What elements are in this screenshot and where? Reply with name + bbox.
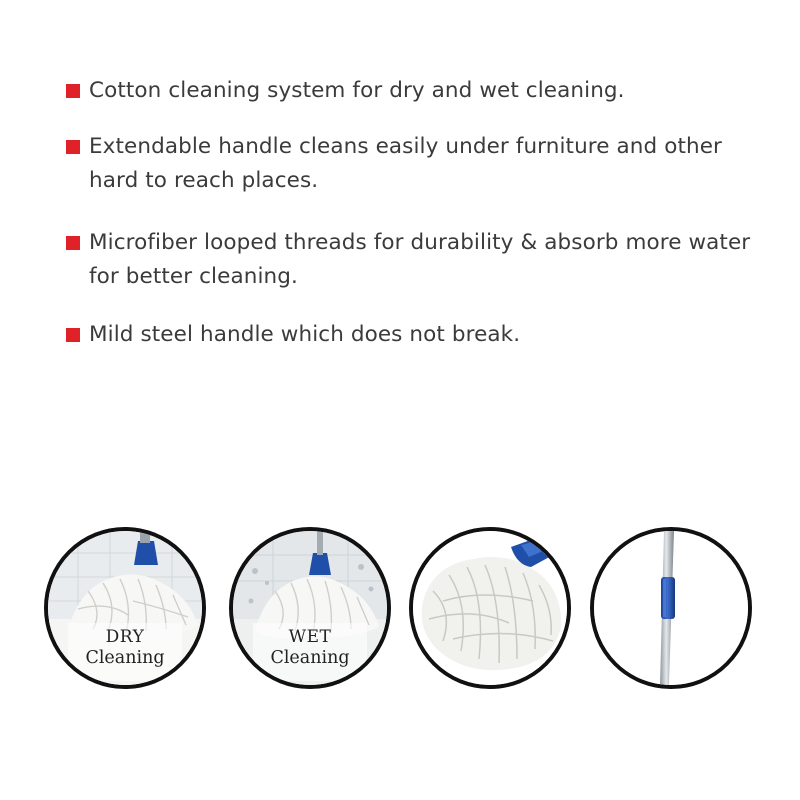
thumbnail-label-top: WET <box>288 627 332 647</box>
feature-text: Mild steel handle which does not break. <box>89 322 521 347</box>
feature-text: Cotton cleaning system for dry and wet cleaning. <box>89 78 625 103</box>
thumbnail-label-top: DRY <box>105 627 145 647</box>
handle-joint-thumbnail <box>590 527 752 689</box>
feature-item <box>66 226 766 294</box>
dry-cleaning-thumbnail <box>44 527 206 689</box>
handle-joint-icon <box>594 531 748 685</box>
thumbnail-label-bottom: Cleaning <box>85 648 165 668</box>
mop-head-thumbnail <box>409 527 571 689</box>
thumbnail-label-bottom: Cleaning <box>270 648 350 668</box>
feature-text: Microfiber looped threads for durability & absorb more water for better cleaning. <box>89 230 751 289</box>
mop-head-icon <box>413 531 567 685</box>
feature-text: Extendable handle cleans easily under furniture and other hard to reach places. <box>89 134 722 193</box>
bullet-square-icon <box>66 236 80 250</box>
feature-item <box>66 130 766 198</box>
bullet-square-icon <box>66 84 80 98</box>
wet-cleaning-thumbnail <box>229 527 391 689</box>
bullet-square-icon <box>66 328 80 342</box>
bullet-square-icon <box>66 140 80 154</box>
feature-item <box>66 74 766 108</box>
feature-item <box>66 318 766 352</box>
